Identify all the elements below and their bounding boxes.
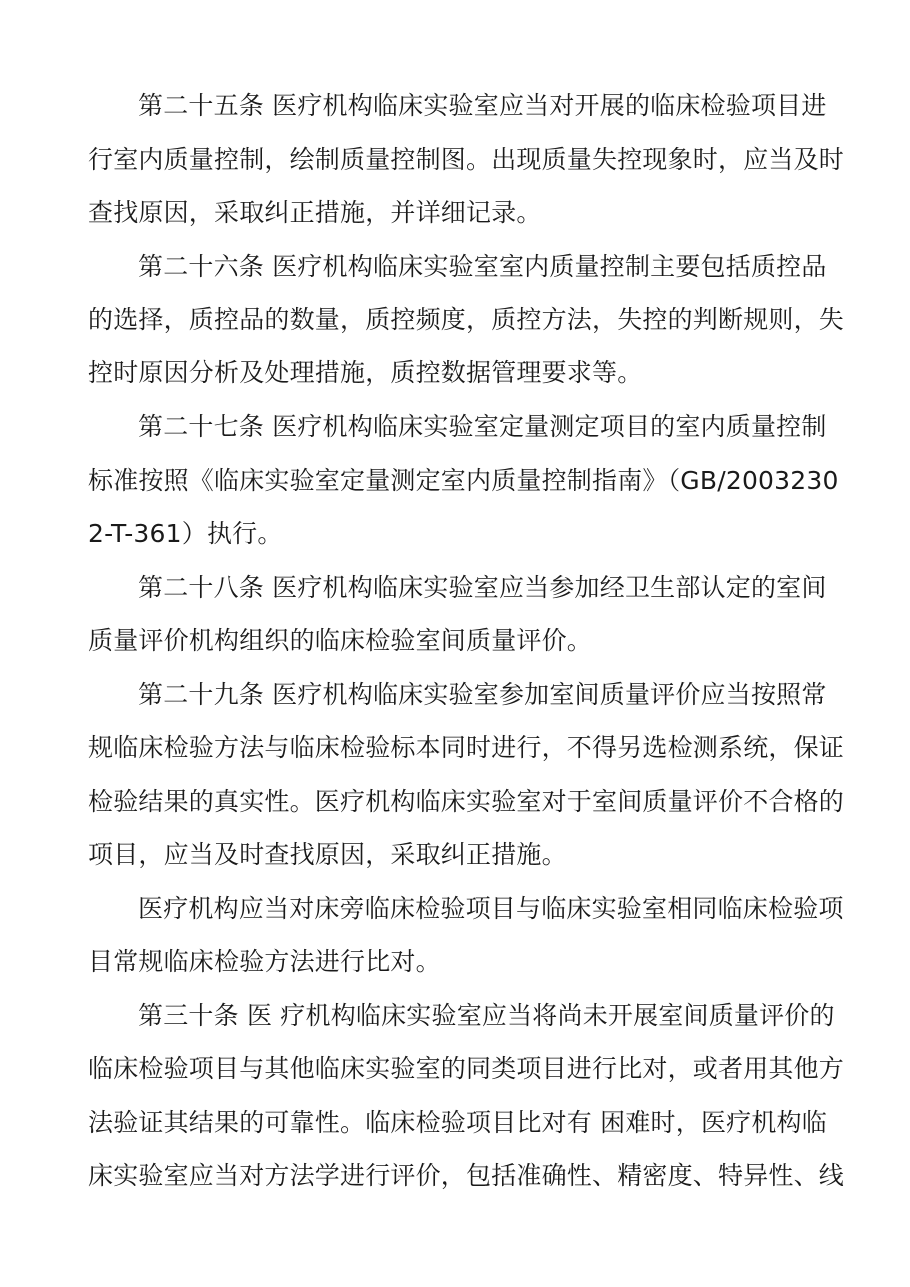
text-line: 2-T-361）执行。 [88,519,283,548]
text-line: 临床检验项目与其他临床实验室的同类项目进行比对，或者用其他方 [88,1054,845,1083]
text-line: 第二十八条 医疗机构临床实验室应当参加经卫生部认定的室间 [138,573,827,602]
text-line: 查找原因，采取纠正措施，并详细记录。 [88,198,542,227]
text-line: 目常规临床检验方法进行比对。 [88,947,441,976]
text-line: 第二十五条 医疗机构临床实验室应当对开展的临床检验项目进 [138,91,827,120]
text-line: 控时原因分析及处理措施，质控数据管理要求等。 [88,358,643,387]
text-line: 行室内质量控制，绘制质量控制图。出现质量失控现象时，应当及时 [88,145,845,174]
text-line: 规临床检验方法与临床检验标本同时进行，不得另选检测系统，保证 [88,733,845,762]
text-line: 检验结果的真实性。医疗机构临床实验室对于室间质量评价不合格的 [88,787,845,816]
text-line: 的选择，质控品的数量，质控频度，质控方法，失控的判断规则，失 [88,305,845,334]
text-line: 项目，应当及时查找原因，采取纠正措施。 [88,840,567,869]
text-line: 床实验室应当对方法学进行评价，包括准确性、精密度、特异性、线 [88,1161,845,1190]
text-line: 第二十九条 医疗机构临床实验室参加室间质量评价应当按照常 [138,680,827,709]
text-line: 标准按照《临床实验室定量测定室内质量控制指南》（GB/2003230 [88,466,839,495]
text-line: 第二十六条 医疗机构临床实验室室内质量控制主要包括质控品 [138,252,827,281]
text-line: 法验证其结果的可靠性。临床检验项目比对有 困难时，医疗机构临 [88,1108,827,1137]
text-line: 第二十七条 医疗机构临床实验室定量测定项目的室内质量控制 [138,412,827,441]
text-line: 医疗机构应当对床旁临床检验项目与临床实验室相同临床检验项 [138,894,844,923]
text-line: 第三十条 医 疗机构临床实验室应当将尚未开展室间质量评价的 [138,1001,835,1030]
text-line: 质量评价机构组织的临床检验室间质量评价。 [88,626,593,655]
